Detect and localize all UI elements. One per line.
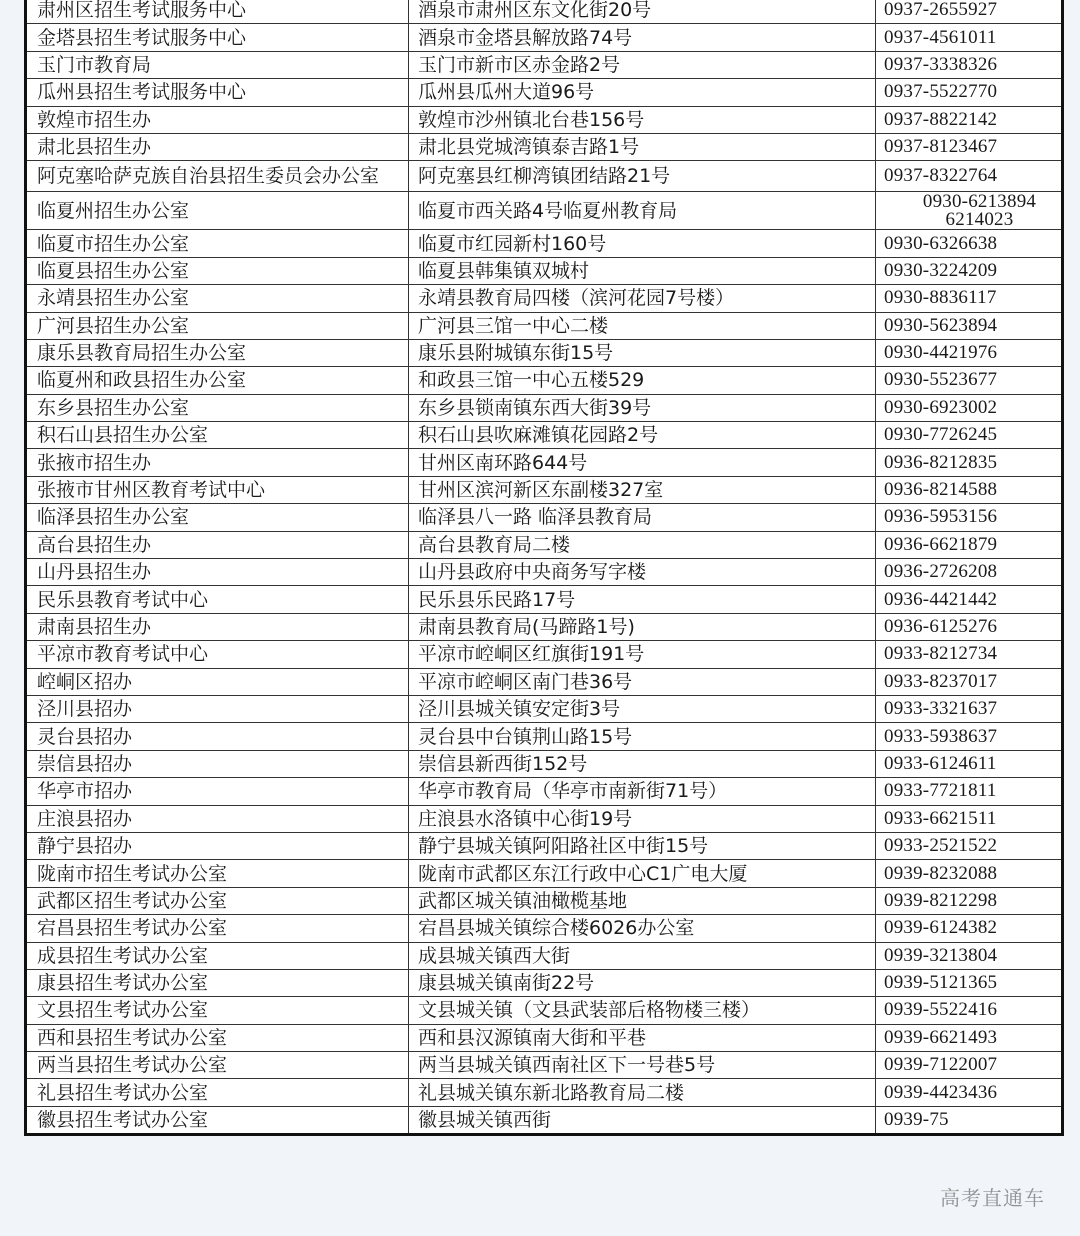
table-row [26, 367, 1063, 394]
address-cell: 宕昌县城关镇综合楼6026办公室 [409, 915, 876, 942]
phone-cell: 0933-3321637 [876, 695, 1063, 722]
office-name-cell: 徽县招生考试办公室 [26, 1106, 409, 1134]
phone-cell: 0933-5938637 [876, 723, 1063, 750]
phone-cell: 0930-5623894 [876, 312, 1063, 339]
table-row [26, 285, 1063, 312]
table-row [26, 887, 1063, 914]
office-name-cell: 山丹县招生办 [26, 559, 409, 586]
table-row [26, 997, 1063, 1024]
phone-cell: 0936-8214588 [876, 476, 1063, 503]
office-name-cell: 瓜州县招生考试服务中心 [26, 79, 409, 106]
table-row [26, 230, 1063, 257]
office-name-cell: 临夏州和政县招生办公室 [26, 367, 409, 394]
office-name-cell: 临夏市招生办公室 [26, 230, 409, 257]
office-name-cell: 临夏县招生办公室 [26, 257, 409, 284]
phone-cell: 0937-8822142 [876, 106, 1063, 133]
office-name-cell: 灵台县招办 [26, 723, 409, 750]
phone-cell: 0937-3338326 [876, 51, 1063, 78]
address-cell: 甘州区南环路644号 [409, 449, 876, 476]
office-name-cell: 张掖市甘州区教育考试中心 [26, 476, 409, 503]
office-name-cell: 临泽县招生办公室 [26, 504, 409, 531]
address-cell: 西和县汉源镇南大街和平巷 [409, 1024, 876, 1051]
table-row [26, 668, 1063, 695]
phone-cell: 0939-6124382 [876, 915, 1063, 942]
office-name-cell: 康乐县教育局招生办公室 [26, 339, 409, 366]
address-cell: 成县城关镇西大街 [409, 942, 876, 969]
address-cell: 静宁县城关镇阿阳路社区中街15号 [409, 832, 876, 859]
office-name-cell: 平凉市教育考试中心 [26, 641, 409, 668]
table-row [26, 750, 1063, 777]
phone-cell: 0933-8237017 [876, 668, 1063, 695]
address-cell: 阿克塞县红柳湾镇团结路21号 [409, 161, 876, 192]
address-cell: 酒泉市肃州区东文化街20号 [409, 0, 876, 24]
phone-cell: 0939-7122007 [876, 1052, 1063, 1079]
office-name-cell: 高台县招生办 [26, 531, 409, 558]
phone-cell: 0933-6621511 [876, 805, 1063, 832]
table-row [26, 24, 1063, 51]
table-row [26, 504, 1063, 531]
table-row [26, 586, 1063, 613]
office-name-cell: 玉门市教育局 [26, 51, 409, 78]
address-cell: 泾川县城关镇安定街3号 [409, 695, 876, 722]
table-row [26, 1079, 1063, 1106]
phone-cell: 0930-3224209 [876, 257, 1063, 284]
phone-cell: 0936-2726208 [876, 559, 1063, 586]
phone-cell: 0937-2655927 [876, 0, 1063, 24]
office-name-cell: 崇信县招办 [26, 750, 409, 777]
office-name-cell: 庄浪县招办 [26, 805, 409, 832]
phone-cell: 0936-6125276 [876, 613, 1063, 640]
address-cell: 平凉市崆峒区南门巷36号 [409, 668, 876, 695]
address-cell: 临夏市红园新村160号 [409, 230, 876, 257]
phone-cell: 0930-8836117 [876, 285, 1063, 312]
address-cell: 临夏县韩集镇双城村 [409, 257, 876, 284]
table-row [26, 613, 1063, 640]
phone-cell: 0939-8212298 [876, 887, 1063, 914]
phone-cell: 0930-7726245 [876, 422, 1063, 449]
phone-secondary: 6214023 [945, 208, 1014, 230]
office-name-cell: 肃州区招生考试服务中心 [26, 0, 409, 24]
office-name-cell: 肃南县招生办 [26, 613, 409, 640]
table-row [26, 942, 1063, 969]
phone-cell: 0933-2521522 [876, 832, 1063, 859]
address-cell: 灵台县中台镇荆山路15号 [409, 723, 876, 750]
table-row [26, 422, 1063, 449]
office-name-cell: 华亭市招办 [26, 778, 409, 805]
phone-cell: 0939-75 [876, 1106, 1063, 1134]
table-row [26, 133, 1063, 160]
address-cell: 甘州区滨河新区东副楼327室 [409, 476, 876, 503]
phone-cell: 0939-5522416 [876, 997, 1063, 1024]
phone-cell: 0936-8212835 [876, 449, 1063, 476]
address-cell: 两当县城关镇西南社区下一号巷5号 [409, 1052, 876, 1079]
table-row [26, 79, 1063, 106]
address-cell: 永靖县教育局四楼（滨河花园7号楼） [409, 285, 876, 312]
address-cell: 临夏市西关路4号临夏州教育局 [409, 192, 876, 230]
address-cell: 礼县城关镇东新北路教育局二楼 [409, 1079, 876, 1106]
address-cell: 酒泉市金塔县解放路74号 [409, 24, 876, 51]
document-sheet [24, 0, 1061, 1136]
office-name-cell: 崆峒区招办 [26, 668, 409, 695]
office-name-cell: 临夏州招生办公室 [26, 192, 409, 230]
address-cell: 肃南县教育局(马蹄路1号) [409, 613, 876, 640]
office-name-cell: 民乐县教育考试中心 [26, 586, 409, 613]
phone-cell: 0939-8232088 [876, 860, 1063, 887]
address-cell: 陇南市武都区东江行政中心C1广电大厦 [409, 860, 876, 887]
address-cell: 敦煌市沙州镇北台巷156号 [409, 106, 876, 133]
office-name-cell: 东乡县招生办公室 [26, 394, 409, 421]
phone-cell: 0939-3213804 [876, 942, 1063, 969]
table-row [26, 860, 1063, 887]
address-cell: 和政县三馆一中心五楼529 [409, 367, 876, 394]
table-row [26, 192, 1063, 230]
office-name-cell: 阿克塞哈萨克族自治县招生委员会办公室 [26, 161, 409, 192]
address-cell: 广河县三馆一中心二楼 [409, 312, 876, 339]
office-name-cell: 敦煌市招生办 [26, 106, 409, 133]
phone-cell: 0937-4561011 [876, 24, 1063, 51]
phone-primary: 0930-6213894 [922, 191, 1037, 212]
address-cell: 东乡县锁南镇东西大街39号 [409, 394, 876, 421]
phone-cell: 0939-6621493 [876, 1024, 1063, 1051]
office-name-cell: 两当县招生考试办公室 [26, 1052, 409, 1079]
contacts-table-body [26, 0, 1063, 1135]
phone-cell: 0933-6124611 [876, 750, 1063, 777]
address-cell: 华亭市教育局（华亭市南新街71号） [409, 778, 876, 805]
phone-cell: 0933-8212734 [876, 641, 1063, 668]
table-row [26, 0, 1063, 24]
phone-cell: 0930-5523677 [876, 367, 1063, 394]
table-row [26, 778, 1063, 805]
table-row [26, 106, 1063, 133]
office-name-cell: 张掖市招生办 [26, 449, 409, 476]
office-name-cell: 肃北县招生办 [26, 133, 409, 160]
table-row [26, 805, 1063, 832]
table-row [26, 476, 1063, 503]
phone-cell: 0936-4421442 [876, 586, 1063, 613]
table-row [26, 312, 1063, 339]
phone-cell: 0936-5953156 [876, 504, 1063, 531]
address-cell: 康县城关镇南街22号 [409, 969, 876, 996]
phone-cell: 0936-6621879 [876, 531, 1063, 558]
table-row [26, 449, 1063, 476]
contacts-table [24, 0, 1064, 1136]
table-row [26, 51, 1063, 78]
address-cell: 文县城关镇（文县武装部后格物楼三楼） [409, 997, 876, 1024]
watermark: 高考直通车 [940, 1186, 1045, 1210]
phone-cell: 0937-5522770 [876, 79, 1063, 106]
office-name-cell: 宕昌县招生考试办公室 [26, 915, 409, 942]
office-name-cell: 礼县招生考试办公室 [26, 1079, 409, 1106]
address-cell: 玉门市新市区赤金路2号 [409, 51, 876, 78]
table-row [26, 723, 1063, 750]
address-cell: 徽县城关镇西街 [409, 1106, 876, 1134]
address-cell: 山丹县政府中央商务写字楼 [409, 559, 876, 586]
table-row [26, 559, 1063, 586]
office-name-cell: 成县招生考试办公室 [26, 942, 409, 969]
table-row [26, 915, 1063, 942]
office-name-cell: 西和县招生考试办公室 [26, 1024, 409, 1051]
office-name-cell: 陇南市招生考试办公室 [26, 860, 409, 887]
table-row [26, 1106, 1063, 1134]
table-row [26, 695, 1063, 722]
address-cell: 积石山县吹麻滩镇花园路2号 [409, 422, 876, 449]
table-row [26, 969, 1063, 996]
office-name-cell: 武都区招生考试办公室 [26, 887, 409, 914]
office-name-cell: 广河县招生办公室 [26, 312, 409, 339]
address-cell: 庄浪县水洛镇中心街19号 [409, 805, 876, 832]
office-name-cell: 康县招生考试办公室 [26, 969, 409, 996]
table-row [26, 161, 1063, 192]
address-cell: 民乐县乐民路17号 [409, 586, 876, 613]
table-row [26, 394, 1063, 421]
table-row [26, 339, 1063, 366]
address-cell: 肃北县党城湾镇泰吉路1号 [409, 133, 876, 160]
address-cell: 平凉市崆峒区红旗街191号 [409, 641, 876, 668]
address-cell: 崇信县新西街152号 [409, 750, 876, 777]
address-cell: 瓜州县瓜州大道96号 [409, 79, 876, 106]
phone-cell: 0930-6923002 [876, 394, 1063, 421]
office-name-cell: 静宁县招办 [26, 832, 409, 859]
phone-cell: 0930-6326638 [876, 230, 1063, 257]
table-row [26, 257, 1063, 284]
office-name-cell: 金塔县招生考试服务中心 [26, 24, 409, 51]
phone-cell [876, 192, 1063, 230]
phone-cell: 0939-5121365 [876, 969, 1063, 996]
office-name-cell: 积石山县招生办公室 [26, 422, 409, 449]
table-row [26, 1024, 1063, 1051]
office-name-cell: 永靖县招生办公室 [26, 285, 409, 312]
phone-cell: 0933-7721811 [876, 778, 1063, 805]
phone-cell: 0930-4421976 [876, 339, 1063, 366]
table-row [26, 1052, 1063, 1079]
office-name-cell: 文县招生考试办公室 [26, 997, 409, 1024]
address-cell: 高台县教育局二楼 [409, 531, 876, 558]
table-row [26, 832, 1063, 859]
address-cell: 康乐县附城镇东街15号 [409, 339, 876, 366]
table-row [26, 531, 1063, 558]
address-cell: 武都区城关镇油橄榄基地 [409, 887, 876, 914]
phone-cell: 0937-8123467 [876, 133, 1063, 160]
phone-cell: 0937-8322764 [876, 161, 1063, 192]
table-row [26, 641, 1063, 668]
phone-cell: 0939-4423436 [876, 1079, 1063, 1106]
address-cell: 临泽县八一路 临泽县教育局 [409, 504, 876, 531]
office-name-cell: 泾川县招办 [26, 695, 409, 722]
